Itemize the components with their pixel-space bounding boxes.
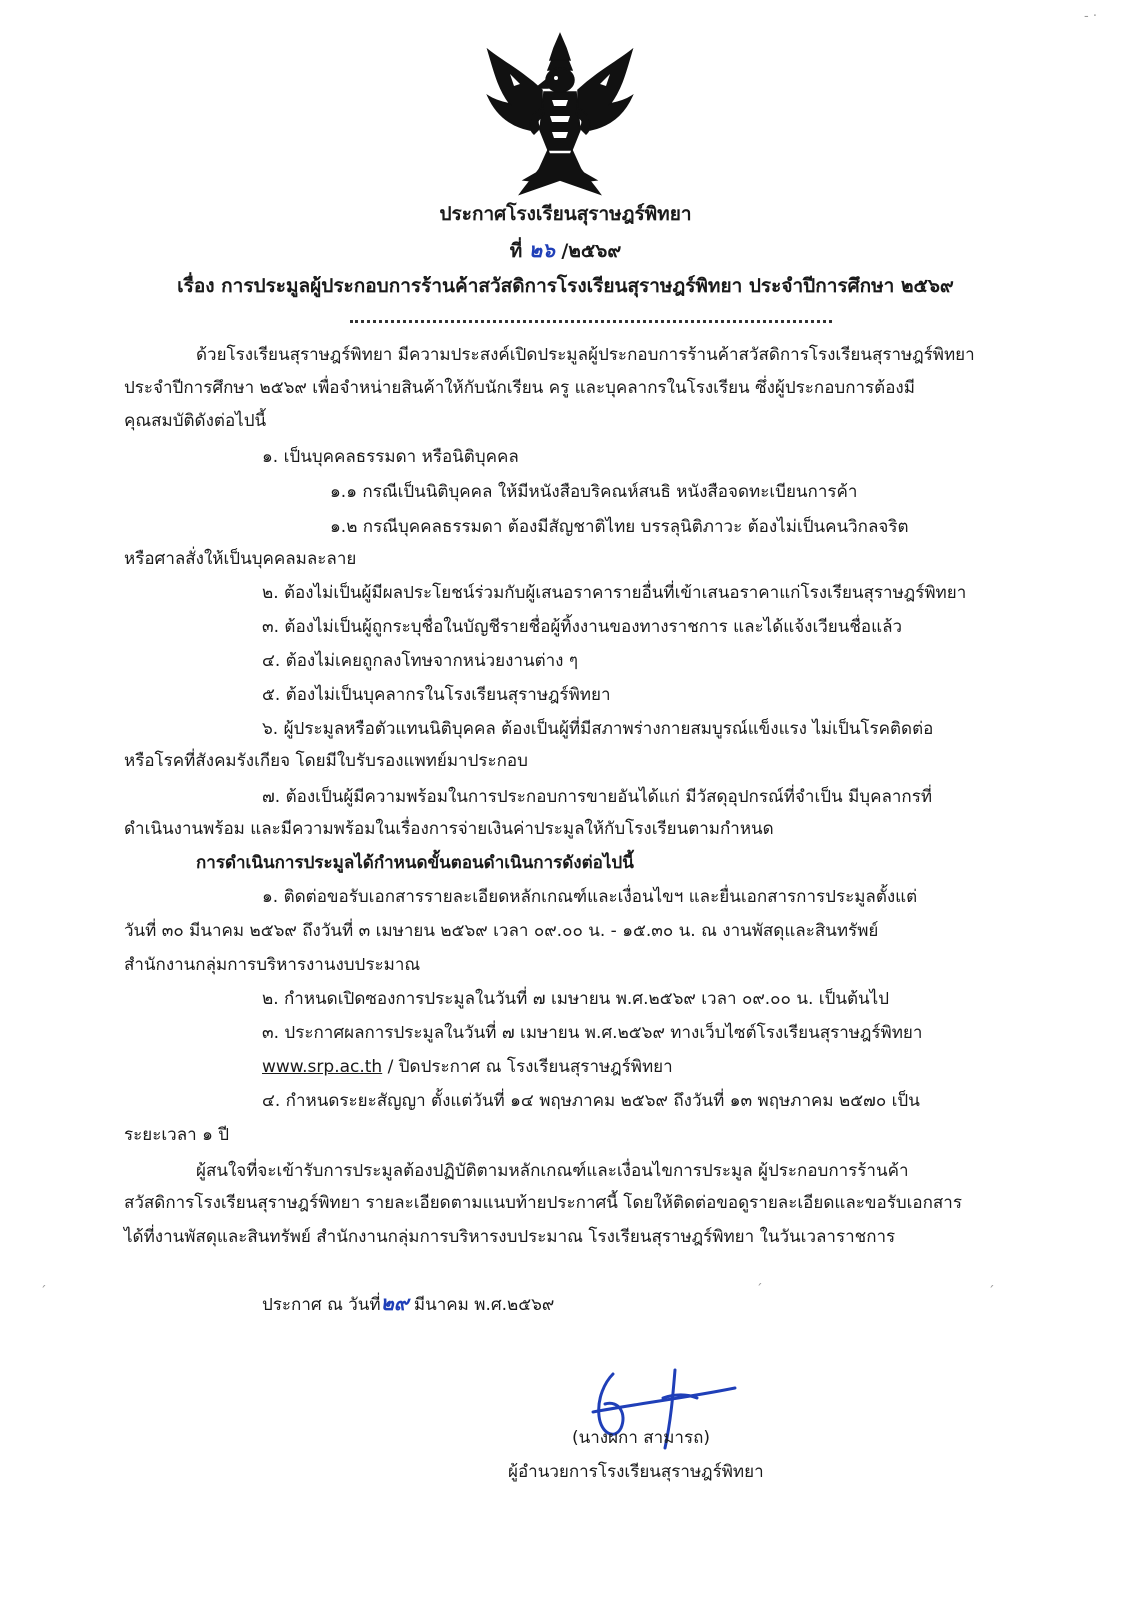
- procedure-3-line-2-rest: / ปิดประกาศ ณ โรงเรียนสุราษฎร์พิทยา: [382, 1057, 673, 1077]
- qualification-1: ๑. เป็นบุคคลธรรมดา หรือนิติบุคคล: [262, 447, 519, 467]
- qualification-2: ๒. ต้องไม่เป็นผู้มีผลประโยชน์ร่วมกับผู้เสนอราคารายอื่นที่เข้าเสนอราคาแก่โรงเรียนสุราษฎร์พิทยา: [262, 583, 967, 603]
- announcement-subject: เรื่อง การประมูลผู้ประกอบการร้านค้าสวัสดิการโรงเรียนสุราษฎร์พิทยา ประจำปีการศึกษา ๒๕๖๙: [177, 275, 954, 297]
- number-prefix: ที่: [509, 240, 523, 262]
- qualification-1-2-line-2: หรือศาลสั่งให้เป็นบุคคลมละลาย: [124, 549, 357, 569]
- announcement-date: [262, 1292, 554, 1316]
- qualification-7-line-1: ๗. ต้องเป็นผู้มีความพร้อมในการประกอบการขายอันได้แก่ มีวัสดุอุปกรณ์ที่จำเป็น มีบุคลากรที่: [262, 787, 933, 807]
- scan-speck: ˊ: [756, 1283, 763, 1298]
- announcement-title: ประกาศโรงเรียนสุราษฎร์พิทยา: [439, 203, 692, 225]
- qualification-1-1: ๑.๑ กรณีเป็นนิติบุคคล ให้มีหนังสือบริคณห์สนธิ หนังสือจดทะเบียนการค้า: [330, 482, 858, 502]
- handwritten-number: ๒๖: [528, 238, 555, 262]
- qualification-6-line-1: ๖. ผู้ประมูลหรือตัวแทนนิติบุคคล ต้องเป็นผู้ที่มีสภาพร่างกายสมบูรณ์แข็งแรง ไม่เป็นโรคติดต่อ: [262, 719, 934, 739]
- announcement-number: [0, 238, 1131, 263]
- qualification-4: ๔. ต้องไม่เคยถูกลงโทษจากหน่วยงานต่าง ๆ: [262, 651, 578, 671]
- date-suffix: มีนาคม พ.ศ.๒๕๖๙: [408, 1295, 555, 1315]
- closing-line-3: ได้ที่งานพัสดุและสินทรัพย์ สำนักงานกลุ่มการบริหารงบประมาณ โรงเรียนสุราษฎร์พิทยา ในวันเวลาราชการ: [124, 1227, 896, 1247]
- qualification-1-2-line-1: ๑.๒ กรณีบุคคลธรรมดา ต้องมีสัญชาติไทย บรรลุนิติภาวะ ต้องไม่เป็นคนวิกลจริต: [330, 517, 909, 537]
- qualification-5: ๕. ต้องไม่เป็นบุคลากรในโรงเรียนสุราษฎร์พิทยา: [262, 685, 611, 705]
- procedure-heading: การดำเนินการประมูลได้กำหนดขั้นตอนดำเนินการดังต่อไปนี้: [196, 853, 634, 873]
- date-prefix: ประกาศ ณ วันที่: [262, 1295, 381, 1315]
- qualification-7-line-2: ดำเนินงานพร้อม และมีความพร้อมในเรื่องการจ่ายเงินค่าประมูลให้กับโรงเรียนตามกำหนด: [124, 819, 774, 839]
- qualification-3: ๓. ต้องไม่เป็นผู้ถูกระบุชื่อในบัญชีรายชื่อผู้ทิ้งงานของทางราชการ และได้แจ้งเวียนชื่อแล้ว: [262, 617, 903, 637]
- closing-line-2: สวัสดิการโรงเรียนสุราษฎร์พิทยา รายละเอียดตามแนบท้ายประกาศนี้ โดยให้ติดต่อขอดูรายละเอียดและขอรับเอกสาร: [124, 1193, 962, 1213]
- signer-title: ผู้อำนวยการโรงเรียนสุราษฎร์พิทยา: [508, 1462, 764, 1482]
- procedure-1-line-1: ๑. ติดต่อขอรับเอกสารรายละเอียดหลักเกณฑ์และเงื่อนไขฯ และยื่นเอกสารการประมูลตั้งแต่: [262, 887, 918, 907]
- qualification-6-line-2: หรือโรคที่สังคมรังเกียจ โดยมีใบรับรองแพทย์มาประกอบ: [124, 751, 528, 771]
- intro-line-2: ประจำปีการศึกษา ๒๕๖๙ เพื่อจำหน่ายสินค้าให้กับนักเรียน ครู และบุคลากรในโรงเรียน ซึ่งผู้ประกอบการต้องมี: [124, 378, 915, 398]
- closing-line-1: ผู้สนใจที่จะเข้ารับการประมูลต้องปฏิบัติตามหลักเกณฑ์และเงื่อนไขการประมูล ผู้ประกอบการร้านค้า: [196, 1161, 909, 1181]
- procedure-2: ๒. กำหนดเปิดซองการประมูลในวันที่ ๗ เมษายน พ.ศ.๒๕๖๙ เวลา ๐๙.๐๐ น. เป็นต้นไป: [262, 989, 889, 1009]
- procedure-3-line-1: ๓. ประกาศผลการประมูลในวันที่ ๗ เมษายน พ.ศ.๒๕๖๙ ทางเว็บไซต์โรงเรียนสุราษฎร์พิทยา: [262, 1023, 923, 1043]
- dotted-divider: [350, 320, 832, 323]
- signer-name: (นางผกา สามารถ): [572, 1428, 711, 1448]
- procedure-3-line-2: [262, 1056, 673, 1078]
- procedure-1-line-2: วันที่ ๓๐ มีนาคม ๒๕๖๙ ถึงวันที่ ๓ เมษายน ๒๕๖๙ เวลา ๐๙.๐๐ น. - ๑๕.๓๐ น. ณ งานพัสดุและสินทรัพย์: [124, 921, 879, 941]
- procedure-4-line-1: ๔. กำหนดระยะสัญญา ตั้งแต่วันที่ ๑๔ พฤษภาคม ๒๕๖๙ ถึงวันที่ ๑๓ พฤษภาคม ๒๕๗๐ เป็น: [262, 1091, 920, 1111]
- garuda-emblem-icon: [480, 30, 640, 198]
- scan-speck: ˊ: [988, 1285, 995, 1300]
- handwritten-day: ๒๙: [380, 1291, 409, 1315]
- intro-line-1: ด้วยโรงเรียนสุราษฎร์พิทยา มีความประสงค์เปิดประมูลผู้ประกอบการร้านค้าสวัสดิการโรงเรียนสุราษฎร์พิทยา: [196, 345, 975, 365]
- scan-speck: ˊ: [40, 1285, 47, 1300]
- scan-speck: - ·: [1084, 9, 1097, 24]
- intro-line-3: คุณสมบัติดังต่อไปนี้: [124, 411, 267, 431]
- number-suffix: /๒๕๖๙: [561, 240, 622, 262]
- website-link[interactable]: www.srp.ac.th: [262, 1057, 383, 1077]
- procedure-4-line-2: ระยะเวลา ๑ ปี: [124, 1125, 230, 1145]
- procedure-1-line-3: สำนักงานกลุ่มการบริหารงานงบประมาณ: [124, 955, 421, 975]
